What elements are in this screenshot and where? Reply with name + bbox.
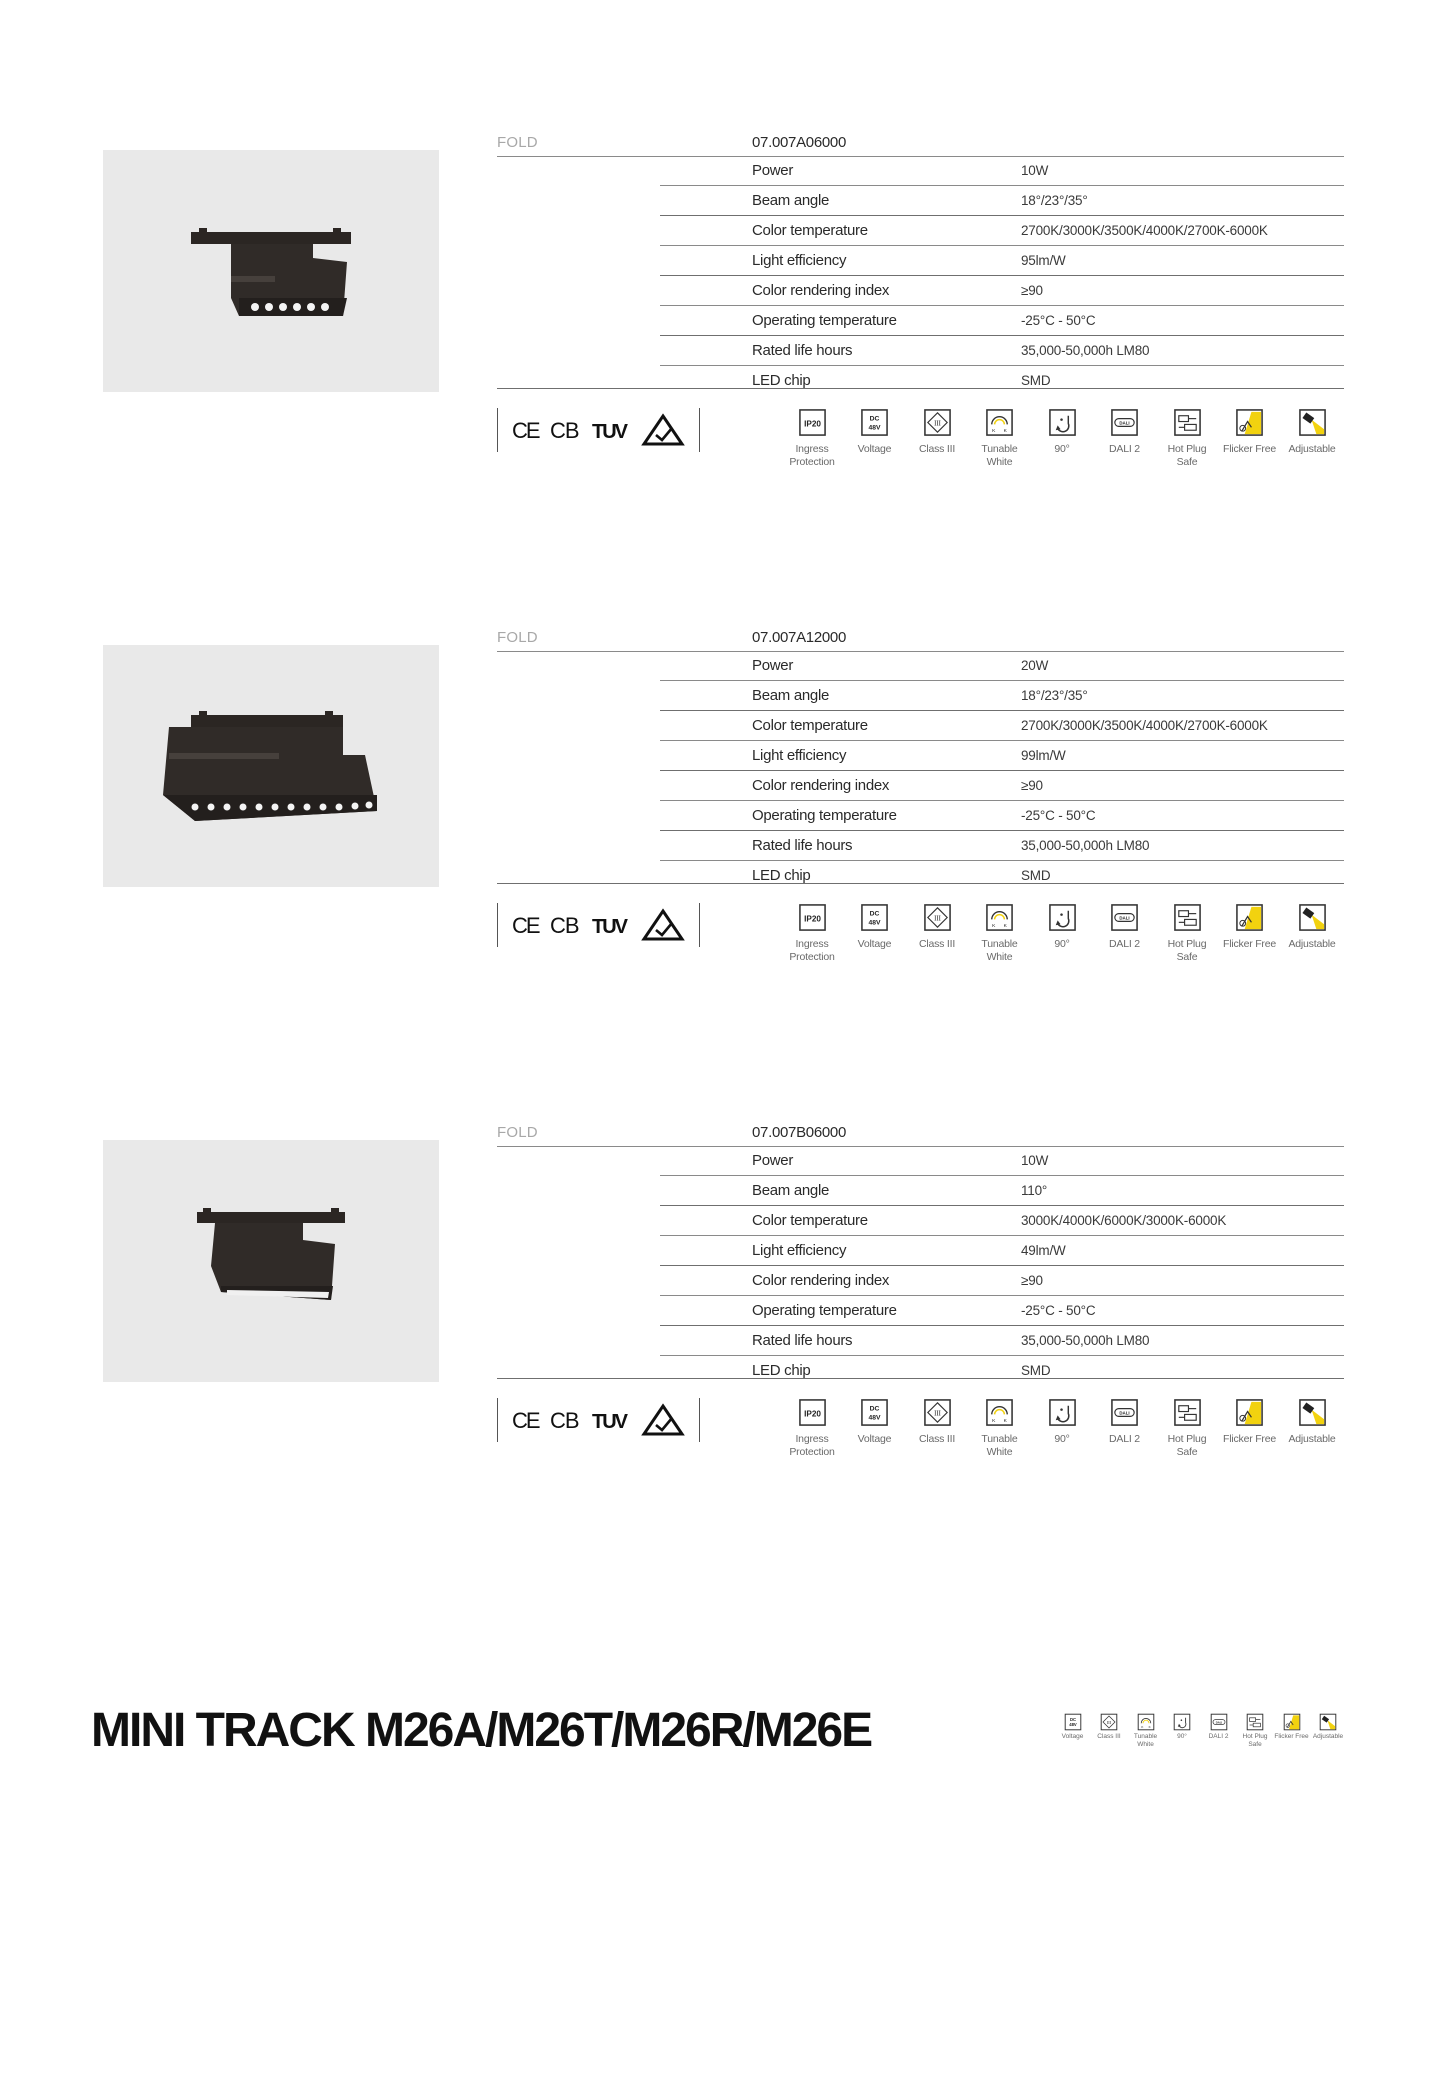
product-section — [0, 134, 1440, 554]
certification-marks — [497, 1398, 700, 1442]
spec-row-led-chip — [660, 861, 1344, 890]
feature-label: Class III — [918, 938, 956, 950]
feature-label: Adjustable — [1288, 938, 1336, 950]
feature-label: 90° — [1054, 443, 1070, 455]
ce-mark: CE — [512, 1408, 539, 1433]
svg-text:III: III — [933, 420, 941, 428]
svg-text:DALI: DALI — [1119, 915, 1130, 921]
ip20-icon — [798, 903, 827, 932]
ce-mark-icon — [512, 418, 540, 443]
rotate-90-icon — [1048, 408, 1077, 437]
feature-hot-plug — [1156, 903, 1218, 964]
feature-class-iii — [906, 1398, 968, 1446]
spec-row-light-efficiency — [660, 246, 1344, 276]
divider — [497, 388, 1344, 389]
spec-row-color-temperature — [660, 216, 1344, 246]
product-family: FOLD — [497, 1124, 538, 1141]
spec-label: Beam angle — [752, 1182, 830, 1199]
cb-mark-icon — [550, 913, 579, 938]
spec-row-beam-angle — [660, 186, 1344, 216]
feature-label: Adjustable — [1288, 443, 1336, 455]
feature-adjustable — [1281, 1398, 1343, 1446]
feature-label: Ingress Protection — [789, 443, 835, 468]
svg-text:III: III — [1106, 1719, 1112, 1725]
feature-label: Tunable White — [981, 938, 1018, 963]
series-feature-rotate-90 — [1164, 1713, 1201, 1741]
spec-label: LED chip — [752, 867, 811, 884]
spec-value: 49lm/W — [1021, 1243, 1066, 1258]
spec-value: ≥90 — [1021, 778, 1043, 793]
feature-label: Hot Plug Safe — [1167, 443, 1207, 468]
svg-text:IP20: IP20 — [803, 419, 821, 429]
feature-flicker-free — [1219, 903, 1281, 951]
fold-12-light-image — [103, 645, 439, 887]
feature-rotate-90 — [1031, 408, 1093, 456]
series-feature-adjustable — [1310, 1713, 1347, 1741]
spec-row-rated-life — [660, 336, 1344, 366]
svg-text:III: III — [933, 915, 941, 923]
svg-text:DC: DC — [869, 1405, 880, 1413]
feature-label: Voltage — [857, 443, 892, 455]
feature-hot-plug — [1156, 408, 1218, 469]
adjustable-icon — [1298, 1398, 1327, 1427]
spec-row-cri — [660, 1266, 1344, 1296]
adjustable-icon — [1298, 408, 1327, 437]
feature-rotate-90 — [1031, 1398, 1093, 1446]
dc-48v-icon — [860, 408, 889, 437]
spec-value: 3000K/4000K/6000K/3000K-6000K — [1021, 1213, 1227, 1228]
series-feature-hot-plug — [1237, 1713, 1274, 1749]
spec-label: Beam angle — [752, 192, 830, 209]
spec-label: Rated life hours — [752, 342, 853, 359]
rcm-triangle-icon — [644, 416, 682, 444]
ce-mark: CE — [512, 418, 539, 443]
tuv-mark: TUV — [592, 916, 626, 938]
spec-row-led-chip — [660, 1356, 1344, 1385]
series-feature-dali2 — [1200, 1713, 1237, 1741]
spec-row-power — [660, 1146, 1344, 1176]
feature-label: 90° — [1054, 938, 1070, 950]
spec-value: -25°C - 50°C — [1021, 313, 1096, 328]
feature-ip20 — [781, 903, 843, 964]
class-iii-icon — [923, 408, 952, 437]
svg-text:DALI: DALI — [1119, 1410, 1130, 1416]
feature-label: Ingress Protection — [789, 938, 835, 963]
spec-row-cri — [660, 771, 1344, 801]
spec-row-power — [660, 651, 1344, 681]
series-feature-label: Adjustable — [1312, 1733, 1344, 1740]
spec-label: Color rendering index — [752, 282, 890, 299]
spec-row-operating-temperature — [660, 306, 1344, 336]
cb-mark-icon — [550, 418, 579, 443]
certification-logos — [498, 1398, 699, 1442]
feature-ip20 — [781, 1398, 843, 1459]
spec-label: Rated life hours — [752, 837, 853, 854]
tunable-white-icon — [985, 1398, 1014, 1427]
feature-dali2 — [1094, 408, 1156, 456]
tunable-white-icon — [985, 903, 1014, 932]
spec-label: Color rendering index — [752, 777, 890, 794]
product-photo — [103, 645, 439, 887]
spec-table — [660, 156, 1344, 395]
svg-text:DC: DC — [869, 910, 880, 918]
feature-icons — [781, 903, 1351, 973]
dc-48v-icon — [1064, 1713, 1082, 1731]
series-feature-flicker-free — [1273, 1713, 1310, 1741]
divider — [497, 883, 1344, 884]
rcm-triangle-icon — [644, 911, 682, 939]
class-iii-icon — [1100, 1713, 1118, 1731]
series-feature-label: Flicker Free — [1274, 1733, 1309, 1740]
feature-label: Voltage — [857, 1433, 892, 1445]
feature-class-iii — [906, 903, 968, 951]
spec-value: SMD — [1021, 373, 1051, 388]
spec-row-rated-life — [660, 1326, 1344, 1356]
cb-mark: CB — [550, 913, 579, 938]
rotate-90-icon — [1173, 1713, 1191, 1731]
svg-text:48V: 48V — [1068, 1722, 1077, 1728]
spec-value: 95lm/W — [1021, 253, 1066, 268]
ce-mark: CE — [512, 913, 539, 938]
product-photo — [103, 1140, 439, 1382]
rotate-90-icon — [1048, 903, 1077, 932]
svg-text:K: K — [992, 429, 996, 435]
svg-text:DC: DC — [1069, 1716, 1076, 1722]
rotate-90-icon — [1048, 1398, 1077, 1427]
spec-label: Light efficiency — [752, 252, 847, 269]
product-family: FOLD — [497, 629, 538, 646]
feature-label: Ingress Protection — [789, 1433, 835, 1458]
svg-text:K: K — [1140, 1725, 1143, 1729]
adjustable-icon — [1319, 1713, 1337, 1731]
spec-value: SMD — [1021, 1363, 1051, 1378]
spec-label: Operating temperature — [752, 312, 897, 329]
spec-label: Power — [752, 1152, 794, 1169]
spec-label: Color temperature — [752, 1212, 868, 1229]
spec-value: 18°/23°/35° — [1021, 193, 1088, 208]
dc-48v-icon — [860, 903, 889, 932]
tuv-mark: TUV — [592, 1411, 626, 1433]
spec-value: 2700K/3000K/3500K/4000K/2700K-6000K — [1021, 718, 1268, 733]
spec-label: Color rendering index — [752, 1272, 890, 1289]
spec-row-operating-temperature — [660, 1296, 1344, 1326]
series-feature-class-iii — [1091, 1713, 1128, 1741]
cb-mark: CB — [550, 1408, 579, 1433]
series-feature-label: Class III — [1097, 1733, 1121, 1740]
svg-text:K: K — [1003, 924, 1007, 930]
product-code: 07.007A12000 — [752, 629, 846, 646]
feature-label: DALI 2 — [1109, 1433, 1140, 1445]
feature-adjustable — [1281, 903, 1343, 951]
flicker-free-icon — [1235, 408, 1264, 437]
feature-label: Flicker Free — [1222, 938, 1277, 950]
spec-row-rated-life — [660, 831, 1344, 861]
spec-value: SMD — [1021, 868, 1051, 883]
flicker-free-icon — [1283, 1713, 1301, 1731]
dali2-icon — [1210, 1713, 1228, 1731]
adjustable-icon — [1298, 903, 1327, 932]
feature-label: Flicker Free — [1222, 1433, 1277, 1445]
feature-class-iii — [906, 408, 968, 456]
spec-table — [660, 1146, 1344, 1385]
spec-value: ≥90 — [1021, 1273, 1043, 1288]
dali2-icon — [1110, 408, 1139, 437]
spec-label: Power — [752, 657, 794, 674]
spec-label: Color temperature — [752, 717, 868, 734]
spec-value: ≥90 — [1021, 283, 1043, 298]
feature-label: Tunable White — [981, 1433, 1018, 1458]
spec-row-beam-angle — [660, 681, 1344, 711]
spec-label: Rated life hours — [752, 1332, 853, 1349]
svg-text:IP20: IP20 — [803, 914, 821, 924]
svg-text:K: K — [1003, 429, 1007, 435]
tuv-mark-icon — [592, 1411, 629, 1433]
hot-plug-icon — [1246, 1713, 1264, 1731]
series-feature-label: Voltage — [1061, 1733, 1084, 1740]
dali2-icon — [1110, 903, 1139, 932]
svg-text:K: K — [1148, 1725, 1151, 1729]
feature-dc-48v — [844, 1398, 906, 1446]
ce-mark-icon — [512, 1408, 540, 1433]
hot-plug-icon — [1173, 903, 1202, 932]
spec-row-operating-temperature — [660, 801, 1344, 831]
spec-label: Power — [752, 162, 794, 179]
feature-adjustable — [1281, 408, 1343, 456]
rcm-triangle-icon — [644, 1406, 682, 1434]
flicker-free-icon — [1235, 1398, 1264, 1427]
product-code: 07.007A06000 — [752, 134, 846, 151]
dc-48v-icon — [860, 1398, 889, 1427]
tunable-white-icon — [1137, 1713, 1155, 1731]
spec-label: Color temperature — [752, 222, 868, 239]
hot-plug-icon — [1173, 1398, 1202, 1427]
spec-label: Operating temperature — [752, 807, 897, 824]
feature-label: Adjustable — [1288, 1433, 1336, 1445]
feature-dc-48v — [844, 903, 906, 951]
svg-text:48V: 48V — [868, 919, 881, 927]
class-iii-icon — [923, 903, 952, 932]
spec-label: Light efficiency — [752, 1242, 847, 1259]
feature-dali2 — [1094, 903, 1156, 951]
feature-tunable-white — [969, 408, 1031, 469]
class-iii-icon — [923, 1398, 952, 1427]
spec-row-light-efficiency — [660, 741, 1344, 771]
feature-tunable-white — [969, 1398, 1031, 1459]
spec-value: 35,000-50,000h LM80 — [1021, 343, 1150, 358]
ip20-icon — [798, 408, 827, 437]
product-photo — [103, 150, 439, 392]
spec-value: 99lm/W — [1021, 748, 1066, 763]
tuv-mark: TUV — [592, 421, 626, 443]
spec-label: Beam angle — [752, 687, 830, 704]
feature-icons — [781, 408, 1351, 478]
spec-value: 10W — [1021, 163, 1049, 178]
spec-label: LED chip — [752, 1362, 811, 1379]
svg-text:DC: DC — [869, 415, 880, 423]
feature-flicker-free — [1219, 408, 1281, 456]
spec-value: -25°C - 50°C — [1021, 1303, 1096, 1318]
spec-row-light-efficiency — [660, 1236, 1344, 1266]
ce-mark-icon — [512, 913, 540, 938]
certification-marks — [497, 903, 700, 947]
svg-text:48V: 48V — [868, 424, 881, 432]
svg-text:DALI: DALI — [1119, 420, 1130, 426]
feature-ip20 — [781, 408, 843, 469]
spec-label: LED chip — [752, 372, 811, 389]
feature-rotate-90 — [1031, 903, 1093, 951]
ip20-icon — [798, 1398, 827, 1427]
spec-row-cri — [660, 276, 1344, 306]
spec-value: 35,000-50,000h LM80 — [1021, 1333, 1150, 1348]
feature-label: Tunable White — [981, 443, 1018, 468]
certification-logos — [498, 903, 699, 947]
divider — [497, 1378, 1344, 1379]
dali2-icon — [1110, 1398, 1139, 1427]
spec-value: 2700K/3000K/3500K/4000K/2700K-6000K — [1021, 223, 1268, 238]
feature-label: DALI 2 — [1109, 443, 1140, 455]
series-feature-label: Tunable White — [1133, 1733, 1158, 1748]
svg-text:K: K — [1003, 1419, 1007, 1425]
spec-value: 20W — [1021, 658, 1049, 673]
feature-dc-48v — [844, 408, 906, 456]
product-section — [0, 629, 1440, 1049]
feature-tunable-white — [969, 903, 1031, 964]
fold-6-light-image — [103, 150, 439, 392]
spec-label: Operating temperature — [752, 1302, 897, 1319]
svg-text:III: III — [933, 1410, 941, 1418]
certification-logos — [498, 408, 699, 452]
feature-label: Flicker Free — [1222, 443, 1277, 455]
product-family: FOLD — [497, 134, 538, 151]
spec-row-color-temperature — [660, 1206, 1344, 1236]
svg-text:K: K — [992, 1419, 996, 1425]
tunable-white-icon — [985, 408, 1014, 437]
spec-value: 110° — [1021, 1183, 1048, 1198]
svg-text:DALI: DALI — [1215, 1721, 1222, 1725]
spec-row-beam-angle — [660, 1176, 1344, 1206]
svg-text:K: K — [992, 924, 996, 930]
product-section — [0, 1124, 1440, 1544]
series-feature-label: Hot Plug Safe — [1242, 1733, 1268, 1748]
product-code: 07.007B06000 — [752, 1124, 846, 1141]
cb-mark: CB — [550, 418, 579, 443]
spec-value: 18°/23°/35° — [1021, 688, 1088, 703]
feature-label: Voltage — [857, 938, 892, 950]
cb-mark-icon — [550, 1408, 579, 1433]
spec-label: Light efficiency — [752, 747, 847, 764]
tuv-mark-icon — [592, 916, 629, 938]
feature-label: DALI 2 — [1109, 938, 1140, 950]
feature-label: 90° — [1054, 1433, 1070, 1445]
series-feature-label: DALI 2 — [1208, 1733, 1229, 1740]
hot-plug-icon — [1173, 408, 1202, 437]
series-feature-icons — [1054, 1713, 1354, 1753]
series-title: MINI TRACK M26A/M26T/M26R/M26E — [91, 1704, 872, 1757]
feature-label: Hot Plug Safe — [1167, 938, 1207, 963]
spec-row-led-chip — [660, 366, 1344, 395]
feature-icons — [781, 1398, 1351, 1468]
feature-label: Class III — [918, 1433, 956, 1445]
certification-marks — [497, 408, 700, 452]
series-feature-dc-48v — [1054, 1713, 1091, 1741]
feature-label: Hot Plug Safe — [1167, 1433, 1207, 1458]
feature-dali2 — [1094, 1398, 1156, 1446]
tuv-mark-icon — [592, 421, 629, 443]
spec-row-power — [660, 156, 1344, 186]
svg-text:48V: 48V — [868, 1414, 881, 1422]
svg-text:IP20: IP20 — [803, 1409, 821, 1419]
spec-value: 35,000-50,000h LM80 — [1021, 838, 1150, 853]
series-feature-label: 90° — [1177, 1733, 1187, 1740]
spec-table — [660, 651, 1344, 890]
series-feature-tunable-white — [1127, 1713, 1164, 1749]
spec-value: -25°C - 50°C — [1021, 808, 1096, 823]
feature-hot-plug — [1156, 1398, 1218, 1459]
fold-linear-image — [103, 1140, 439, 1382]
feature-label: Class III — [918, 443, 956, 455]
flicker-free-icon — [1235, 903, 1264, 932]
feature-flicker-free — [1219, 1398, 1281, 1446]
spec-row-color-temperature — [660, 711, 1344, 741]
spec-value: 10W — [1021, 1153, 1049, 1168]
